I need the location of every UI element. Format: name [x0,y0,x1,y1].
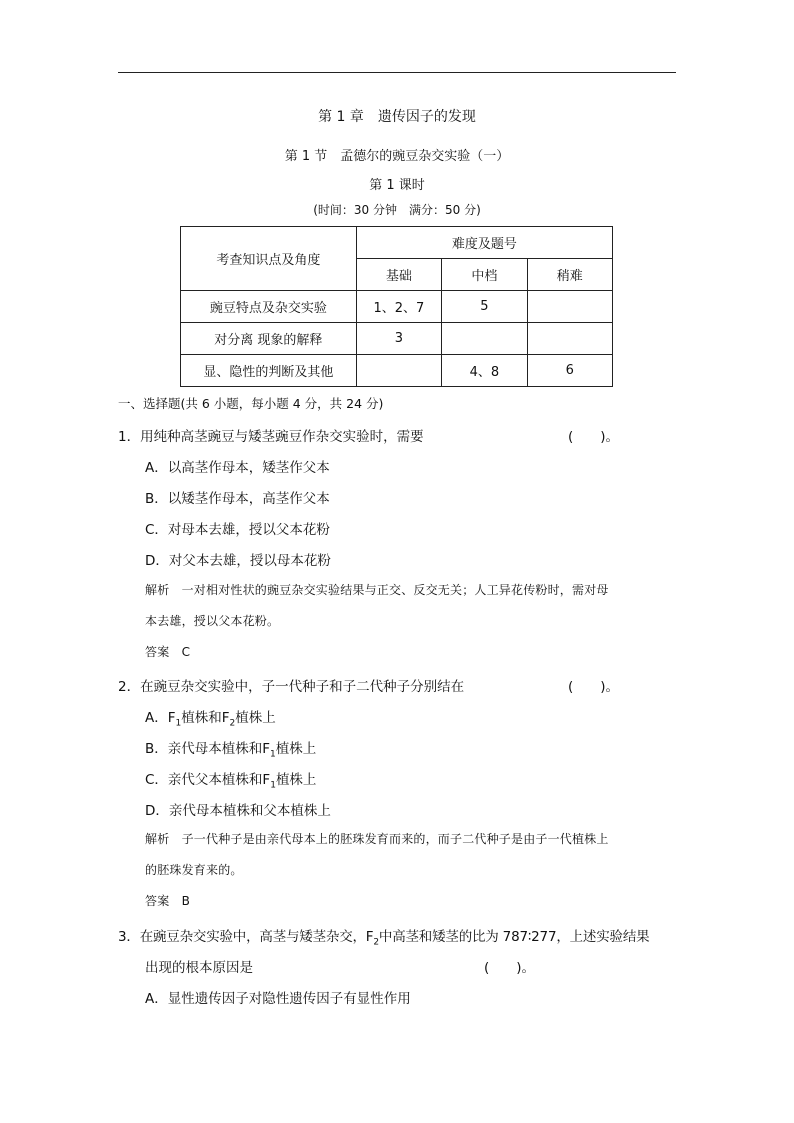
table-row [181,355,613,387]
section-title: 第 1 节 孟德尔的豌豆杂交实验（一） [284,149,510,164]
answer-blank: ( )。 [568,429,620,445]
answer: 答案 C [145,645,191,659]
table-corner-header: 考查知识点及角度 [181,227,357,291]
option: B．亲代母本植株和$F_1$植株上 [145,741,317,760]
question-stem: 3．在豌豆杂交实验中，高茎与矮茎杂交，$F_2$中高茎和矮茎的比为 787∶277，上述实验结果 [118,929,650,948]
chapter-title: 第 1 章 遗传因子的发现 [318,109,476,125]
answer-blank: ( )。 [484,960,536,976]
option: A．$F_1$植株和$F_2$植株上 [145,710,276,729]
table-cell-topic: 对分离 现象的解释 [181,323,357,355]
option: D．亲代母本植株和父本植株上 [145,803,331,819]
option: D．对父本去雄，授以母本花粉 [145,553,331,569]
explanation: 解析 一对相对性状的豌豆杂交实验结果与正交、反交无关；人工异花传粉时，需对母 [145,583,609,597]
explanation: 解析 子一代种子是由亲代母本上的胚珠发育而来的，而子二代种子是由子一代植株上 [145,832,609,846]
question-stem: 1．用纯种高茎豌豆与矮茎豌豆作杂交实验时，需要 [118,429,424,445]
table-cell [356,355,441,387]
table-cell-topic: 豌豆特点及杂交实验 [181,291,357,323]
answer-blank: ( )。 [568,679,620,695]
option: B．以矮茎作母本，高茎作父本 [145,491,330,507]
section-heading: 一、选择题(共 6 小题，每小题 4 分，共 24 分) [118,396,384,411]
table-cell-topic: 显、隐性的判断及其他 [181,355,357,387]
table-cell: 4、8 [442,355,527,387]
table-cell [527,323,612,355]
option: A．以高茎作母本，矮茎作父本 [145,460,330,476]
explanation: 的胚珠发育来的。 [145,863,243,877]
table-row [181,291,613,323]
table-col-header: 稍难 [527,259,612,291]
table-cell [527,291,612,323]
table-group-header: 难度及题号 [356,227,612,259]
option: A．显性遗传因子对隐性遗传因子有显性作用 [145,991,411,1007]
time-info: (时间：30 分钟 满分：50 分) [313,203,481,217]
table-cell: 6 [527,355,612,387]
table-row [181,323,613,355]
table-col-header: 中档 [442,259,527,291]
explanation: 本去雄，授以父本花粉。 [145,614,280,628]
question-stem: 2．在豌豆杂交实验中，子一代种子和子二代种子分别结在 [118,679,465,695]
answer: 答案 B [145,894,191,908]
lesson-title: 第 1 课时 [369,178,425,193]
table-cell: 1、2、7 [356,291,441,323]
table-cell [442,323,527,355]
option: C．亲代父本植株和$F_1$植株上 [145,772,317,791]
table-col-header: 基础 [356,259,441,291]
knowledge-table [180,226,613,387]
table-cell: 5 [442,291,527,323]
question-stem: 出现的根本原因是 [145,960,253,976]
option: C．对母本去雄，授以父本花粉 [145,522,330,538]
header-rule [118,72,676,73]
table-cell: 3 [356,323,441,355]
